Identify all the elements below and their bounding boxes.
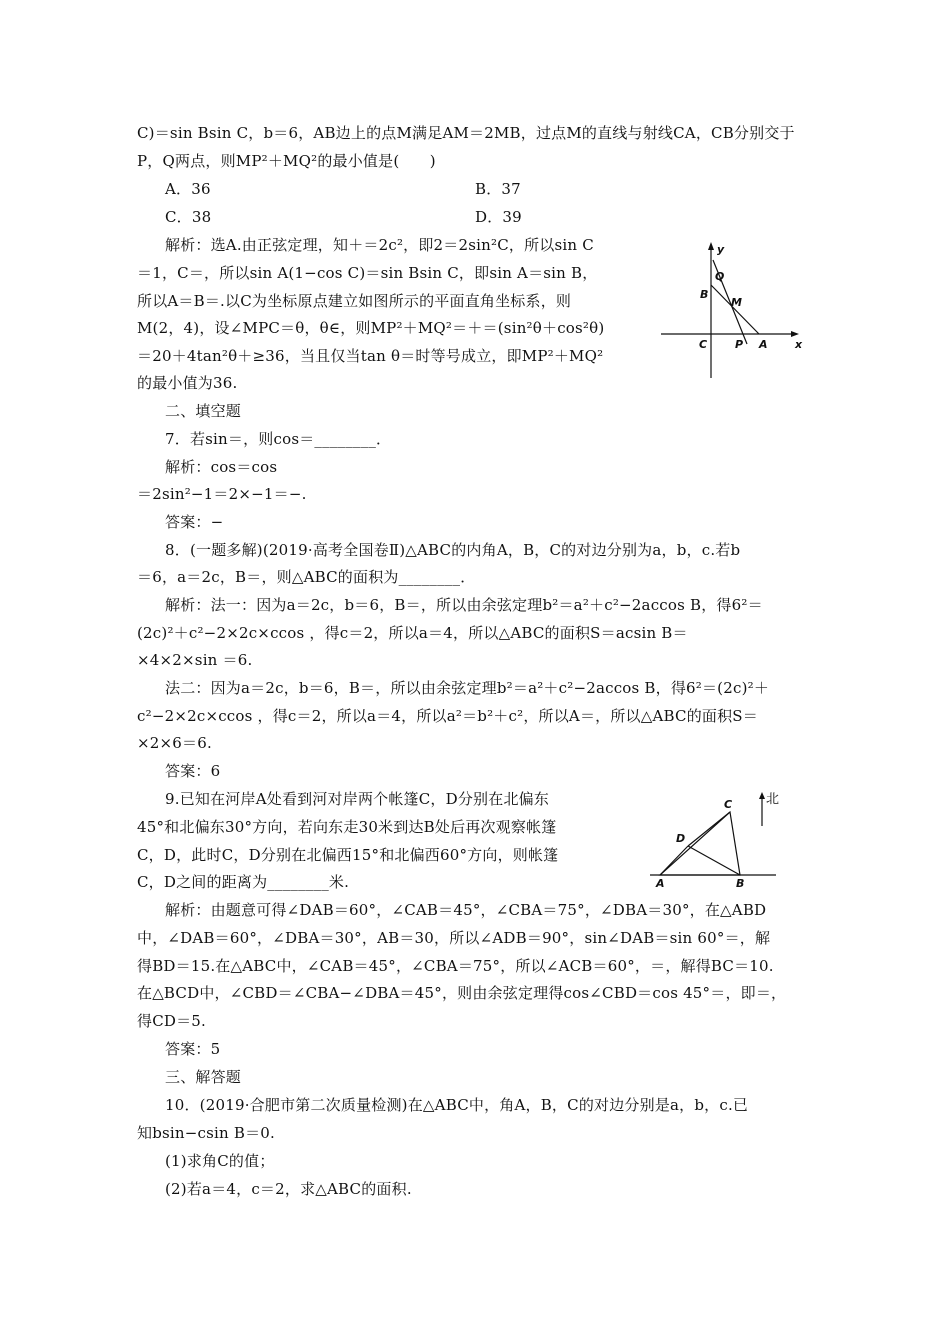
text-line: 解析：由题意可得∠DAB＝60°，∠CAB＝45°，∠CBA＝75°，∠DBA＝30°，在△ABD [165,901,767,919]
text-line: 解析：法一：因为a＝2c，b＝6，B＝，所以由余弦定理b²＝a²＋c²−2accos B，得6²＝ [165,596,763,614]
y-axis-arrow [708,242,714,250]
text-line: C，D，此时C，D分别在北偏西15°和北偏西60°方向，则帐篷 [137,846,559,864]
segment-dc [688,812,730,846]
text-line: 9.已知在河岸A处看到河对岸两个帐篷C，D分别在北偏东 [165,790,550,808]
text-line: ＝1，C＝，所以sin A(1−cos C)＝sin Bsin C，即sin A＝sin B， [137,264,598,282]
segment-ab [711,285,759,334]
text-line: (2c)²＋c²−2×2c×ccos ，得c＝2，所以a＝4，所以△ABC的面积S＝acsin B＝ [137,624,688,642]
label-y: y [717,243,725,256]
text-line: 45°和北偏东30°方向，若向东走30米到达B处后再次观察帐篷 [137,818,557,836]
label-b: B [736,877,745,890]
river-figure [648,788,788,890]
label-m: M [731,296,742,309]
text-line: 中，∠DAB＝60°，∠DBA＝30°，AB＝30，所以∠ADB＝90°，sin∠DAB＝sin 60°＝，解 [137,929,771,947]
label-a: A [759,338,768,351]
answer-line: 答案：6 [165,762,221,780]
option-b: B．37 [475,180,521,198]
label-x: x [795,338,803,351]
text-line: 法二：因为a＝2c，b＝6，B＝，所以由余弦定理b²＝a²＋c²−2accos B，得6²＝(2c)²＋ [165,679,770,697]
answer-line: 答案：5 [165,1040,221,1058]
section-heading: 三、解答题 [165,1068,242,1086]
text-line: 8．(一题多解)(2019·高考全国卷Ⅱ)△ABC的内角A，B，C的对边分别为a，b，c.若b [165,541,741,559]
label-q: Q [715,270,725,283]
label-d: D [676,832,686,845]
text-line: ＝6，a＝2c，B＝，则△ABC的面积为________． [137,568,476,586]
segment-db [688,846,740,875]
text-line: C，D之间的距离为________米. [137,873,350,891]
text-line: ＝2sin²−1＝2×−1＝−. [137,485,307,503]
text-line: M(2，4)，设∠MPC＝θ，θ∈，则MP²＋MQ²＝＋＝(sin²θ＋cos²θ) [137,319,605,337]
option-c: C．38 [165,208,212,226]
label-b: B [700,288,709,301]
segment-ad [660,846,688,875]
text-line: 知bsin−csin B＝0. [137,1124,275,1142]
triangle-abc [660,812,740,875]
answer-line: 答案：− [165,513,224,531]
option-a: A．36 [165,180,211,198]
text-line: 得BD＝15.在△ABC中，∠CAB＝45°，∠CBA＝75°，所以∠ACB＝60°，＝，解得BC＝10. [137,957,774,975]
text-line: 的最小值为36. [137,374,238,392]
text-line: ×2×6＝6. [137,734,212,752]
x-axis-arrow [791,331,799,337]
text-line: ×4×2×sin ＝6. [137,651,253,669]
text-line: 7．若sin＝，则cos＝________． [165,430,392,448]
label-a: A [656,877,665,890]
text-line: (1)求角C的值； [165,1152,275,1170]
text-line: c²−2×2c×ccos ，得c＝2，所以a＝4，所以a²＝b²＋c²，所以A＝，所以△ABC的面积S＝ [137,707,758,725]
text-line: ＝20＋4tan²θ＋≥36，当且仅当tan θ＝时等号成立，即MP²＋MQ² [137,347,604,365]
label-c: C [699,338,708,351]
text-line: 在△BCD中，∠CBD＝∠CBA−∠DBA＝45°，则由余弦定理得cos∠CBD＝cos 45°＝，即＝， [137,984,787,1002]
text-line: 得CD＝5. [137,1012,207,1030]
text-line: P，Q两点，则MP²＋MQ²的最小值是( ) [137,152,436,170]
text-line: 解析：选A.由正弦定理，知＋＝2c²，即2＝2sin²C，所以sin C [165,236,594,254]
text-line: 所以A＝B＝.以C为坐标原点建立如图所示的平面直角坐标系，则 [137,292,572,310]
section-heading: 二、填空题 [165,402,242,420]
text-line: 10．(2019·合肥市第二次质量检测)在△ABC中，角A，B，C的对边分别是a，b，c.已 [165,1096,749,1114]
label-north: 北 [766,792,780,807]
label-p: P [735,338,744,351]
text-line: 解析：cos＝cos [165,458,278,476]
north-arrowhead-icon [759,792,765,799]
option-d: D．39 [475,208,522,226]
text-line: (2)若a＝4，c＝2，求△ABC的面积. [165,1180,412,1198]
label-c: C [724,798,733,811]
text-line: C)＝sin Bsin C，b＝6，AB边上的点M满足AM＝2MB，过点M的直线与射线CA，CB分别交于 [137,124,795,142]
coordinate-figure [655,238,805,380]
